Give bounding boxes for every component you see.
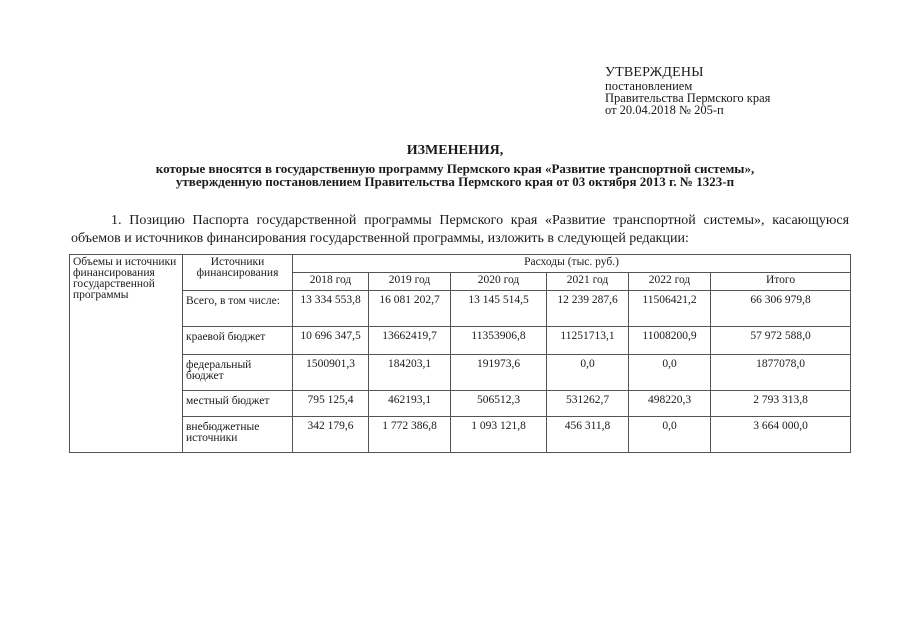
row-label: местный бюджет: [183, 391, 293, 417]
table-row: [70, 417, 851, 453]
paragraph-1: [71, 212, 849, 248]
row-label: внебюджетные источники: [183, 417, 293, 453]
total-header: Итого: [711, 273, 851, 291]
cell-value: 2 793 313,8: [711, 391, 851, 417]
cell-value: 342 179,6: [293, 417, 369, 453]
subtitle-line-1: которые вносятся в государственную программу Пермского края «Развитие транспортной системы»,: [155, 161, 755, 176]
paragraph-text: Позицию Паспорта государственной программы Пермского края «Развитие транспортной системы», касающуюся объемов и источников финансирования государственной программы, изложить в следующей редакции:: [71, 213, 850, 246]
cell-value: 12 239 287,6: [547, 291, 629, 327]
year-header: 2018 год: [293, 273, 369, 291]
approval-line-1: постановлением: [605, 79, 693, 93]
cell-value: 1 093 121,8: [451, 417, 547, 453]
document-subtitle: [60, 162, 850, 188]
cell-value: 57 972 588,0: [711, 327, 851, 355]
cell-value: 16 081 202,7: [369, 291, 451, 327]
cell-value: 184203,1: [369, 355, 451, 391]
row-label: федеральный бюджет: [183, 355, 293, 391]
cell-value: 11353906,8: [451, 327, 547, 355]
subtitle-line-2: утвержденную постановлением Правительства Пермского края от 03 октября 2013 г. № 1323-п: [175, 174, 735, 189]
approval-line-3: от 20.04.2018 № 205-п: [605, 103, 724, 117]
cell-value: 10 696 347,5: [293, 327, 369, 355]
cell-value: 506512,3: [451, 391, 547, 417]
year-header: 2022 год: [629, 273, 711, 291]
sources-header: Источники финансирования: [183, 255, 293, 291]
financing-table: [69, 254, 851, 453]
paragraph-number: 1.: [111, 213, 122, 228]
row-label: краевой бюджет: [183, 327, 293, 355]
cell-value: 498220,3: [629, 391, 711, 417]
cell-value: 456 311,8: [547, 417, 629, 453]
approval-line-2: Правительства Пермского края: [605, 91, 771, 105]
cell-value: 11008200,9: [629, 327, 711, 355]
cell-value: 1877078,0: [711, 355, 851, 391]
cell-value: 0,0: [547, 355, 629, 391]
cell-value: 13 145 514,5: [451, 291, 547, 327]
expenses-header: Расходы (тыс. руб.): [293, 255, 851, 273]
cell-value: 11506421,2: [629, 291, 711, 327]
table-row: [70, 355, 851, 391]
year-header: 2019 год: [369, 273, 451, 291]
table-row: [70, 327, 851, 355]
table-row: [70, 291, 851, 327]
cell-value: 1500901,3: [293, 355, 369, 391]
cell-value: 11251713,1: [547, 327, 629, 355]
cell-value: 191973,6: [451, 355, 547, 391]
row-label: Всего, в том числе:: [183, 291, 293, 327]
year-header: 2020 год: [451, 273, 547, 291]
cell-value: 1 772 386,8: [369, 417, 451, 453]
cell-value: 66 306 979,8: [711, 291, 851, 327]
cell-value: 0,0: [629, 417, 711, 453]
document-title: ИЗМЕНЕНИЯ,: [406, 143, 504, 158]
approval-stamp: [605, 66, 770, 116]
table-row-header: Объемы и источники финансирования государственной программы: [70, 255, 183, 453]
cell-value: 462193,1: [369, 391, 451, 417]
table-row: [70, 391, 851, 417]
year-header: 2021 год: [547, 273, 629, 291]
approval-title: УТВЕРЖДЕНЫ: [605, 65, 704, 80]
cell-value: 3 664 000,0: [711, 417, 851, 453]
cell-value: 531262,7: [547, 391, 629, 417]
cell-value: 13 334 553,8: [293, 291, 369, 327]
cell-value: 13662419,7: [369, 327, 451, 355]
cell-value: 795 125,4: [293, 391, 369, 417]
cell-value: 0,0: [629, 355, 711, 391]
